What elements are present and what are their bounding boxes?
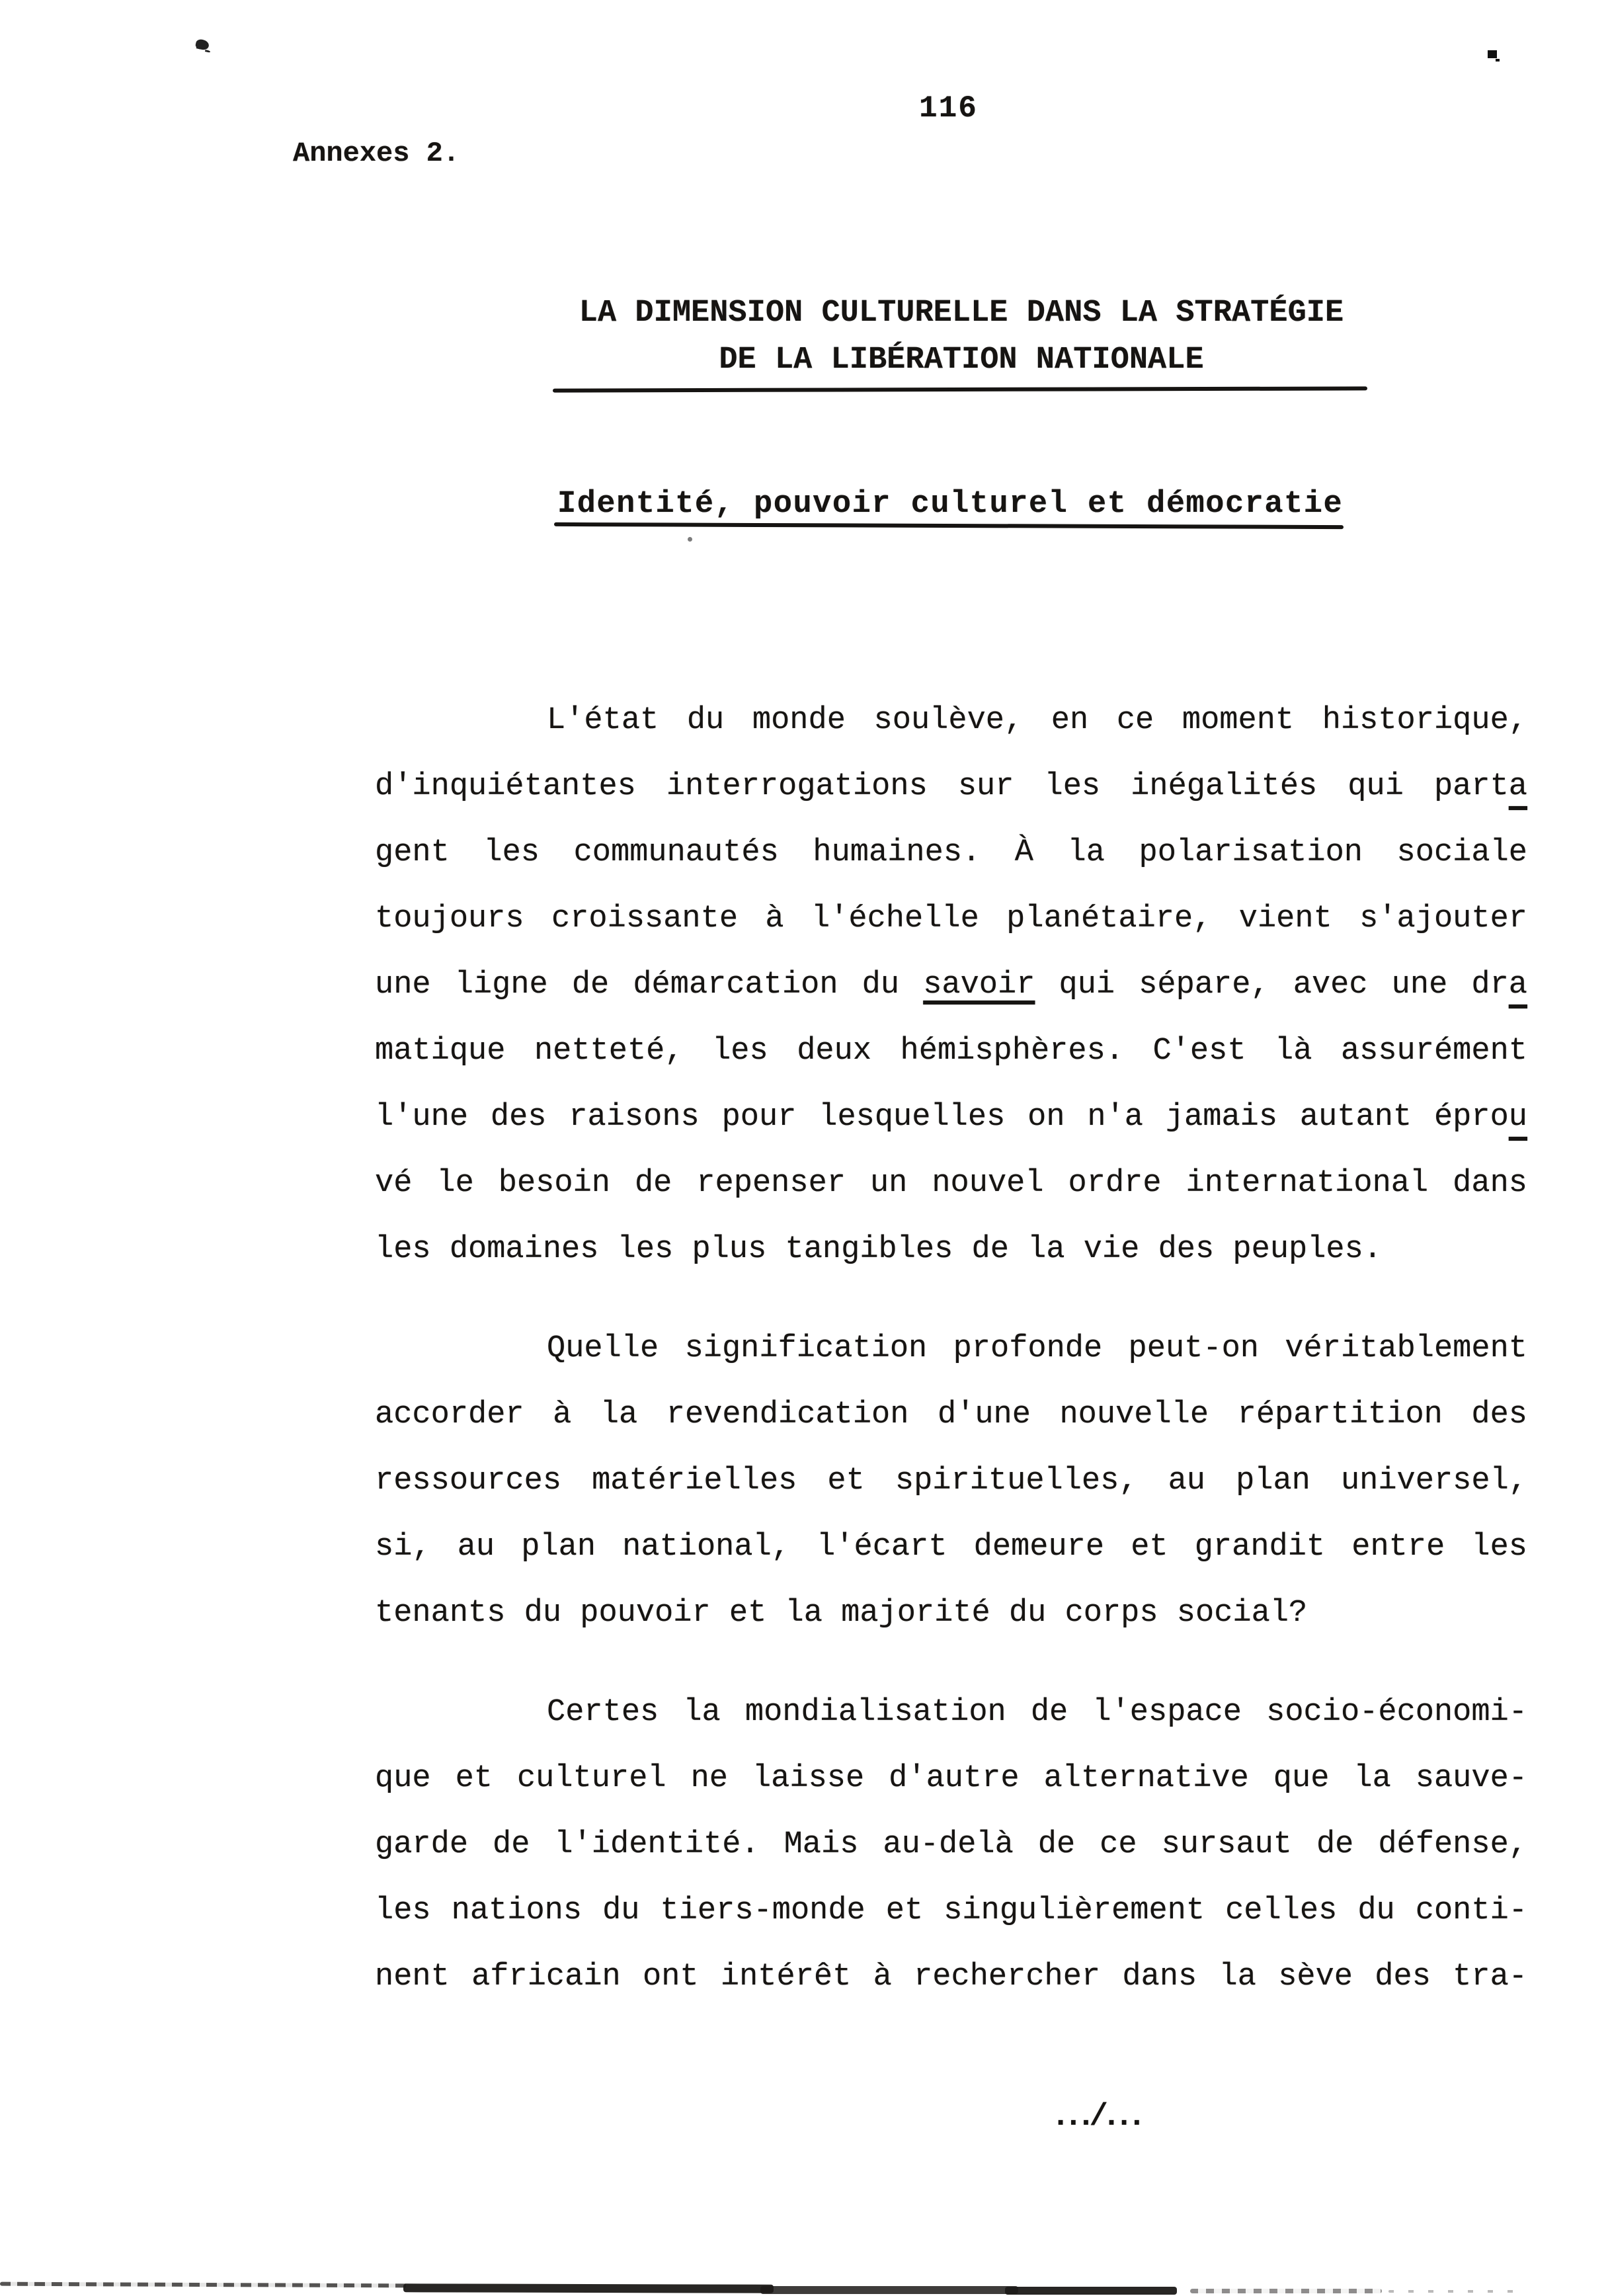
scan-artifact-line (760, 2286, 1018, 2294)
text-segment: une ligne de démarcation du (375, 967, 924, 1003)
ink-dot (688, 537, 692, 542)
text-line (375, 1580, 1527, 1647)
text-segment: L'état du monde soulève, en ce moment historique, (547, 703, 1527, 738)
continuation-mark: .../... (1051, 2100, 1141, 2135)
scan-artifact-line (403, 2283, 774, 2293)
paragraph (375, 1316, 1527, 1647)
text-segment: nent africain ont intérêt à rechercher dans la sève des tra- (375, 1959, 1527, 1994)
text-segment: toujours croissante à l'échelle planétaire, vient s'ajouter (375, 901, 1527, 936)
body-text (375, 688, 1527, 2010)
text-line (375, 1018, 1527, 1085)
ink-speck-top-right (1488, 50, 1497, 58)
text-segment: tenants du pouvoir et la majorité du corps social? (375, 1596, 1308, 1631)
text-segment: d'inquiétantes interrogations sur les inégalités qui part (375, 769, 1509, 804)
document-title (554, 290, 1369, 384)
text-line (375, 1812, 1527, 1878)
underlined-text: a (1508, 967, 1527, 1003)
scan-artifact-line (0, 2282, 410, 2288)
text-line (375, 1944, 1527, 2010)
text-line (375, 1085, 1527, 1151)
text-segment: Quelle signification profonde peut-on véritablement (547, 1331, 1527, 1366)
text-line (375, 820, 1527, 886)
text-line (375, 688, 1527, 754)
paragraph (375, 1680, 1527, 2010)
text-segment: les domaines les plus tangibles de la vie des peuples. (375, 1232, 1383, 1267)
text-line (375, 1217, 1527, 1283)
text-segment: que et culturel ne laisse d'autre alternative que la sauve- (375, 1761, 1527, 1796)
title-line-1: LA DIMENSION CULTURELLE DANS LA STRATÉGIE (579, 296, 1344, 331)
text-line (375, 886, 1527, 952)
title-line-2: DE LA LIBÉRATION NATIONALE (719, 343, 1204, 378)
scan-artifact-line (1190, 2289, 1382, 2293)
text-segment: accorder à la revendication d'une nouvelle répartition des (375, 1397, 1527, 1432)
scan-artifact-line (1388, 2290, 1521, 2293)
title-underline (553, 386, 1367, 392)
page-number: 116 (919, 91, 978, 126)
text-segment: vé le besoin de repenser un nouvel ordre international dans (375, 1166, 1527, 1201)
text-line (375, 1878, 1527, 1944)
text-line (375, 1746, 1527, 1812)
text-line (375, 754, 1527, 820)
subtitle-underline (554, 522, 1344, 529)
text-segment: garde de l'identité. Mais au-delà de ce sursaut de défense, (375, 1827, 1527, 1862)
text-segment: gent les communautés humaines. À la polarisation sociale (375, 835, 1527, 870)
text-line (375, 1382, 1527, 1448)
underlined-text: a (1508, 769, 1527, 804)
text-segment: Certes la mondialisation de l'espace socio-économi- (547, 1695, 1527, 1730)
text-segment: matique netteté, les deux hémisphères. C'est là assurément (375, 1034, 1527, 1069)
text-line (375, 1514, 1527, 1580)
ink-speck-top-left (195, 38, 210, 51)
underlined-text: savoir (923, 967, 1035, 1003)
paragraph (375, 688, 1527, 1283)
text-segment: les nations du tiers-monde et singulièrement celles du conti- (375, 1893, 1527, 1928)
text-line (375, 952, 1527, 1018)
text-segment: ressources matérielles et spirituelles, au plan universel, (375, 1463, 1527, 1498)
text-segment: si, au plan national, l'écart demeure et grandit entre les (375, 1530, 1527, 1565)
annex-label: Annexes 2. (293, 138, 460, 169)
text-line (375, 1448, 1527, 1514)
text-line (375, 1151, 1527, 1217)
text-segment: qui sépare, avec une dr (1035, 967, 1509, 1003)
scan-artifact-line (1005, 2287, 1177, 2295)
text-segment: l'une des raisons pour lesquelles on n'a jamais autant épro (375, 1100, 1509, 1135)
underlined-text: u (1508, 1100, 1527, 1135)
text-line (375, 1316, 1527, 1382)
text-line (375, 1680, 1527, 1746)
section-subtitle: Identité, pouvoir culturel et démocratie (557, 487, 1344, 522)
